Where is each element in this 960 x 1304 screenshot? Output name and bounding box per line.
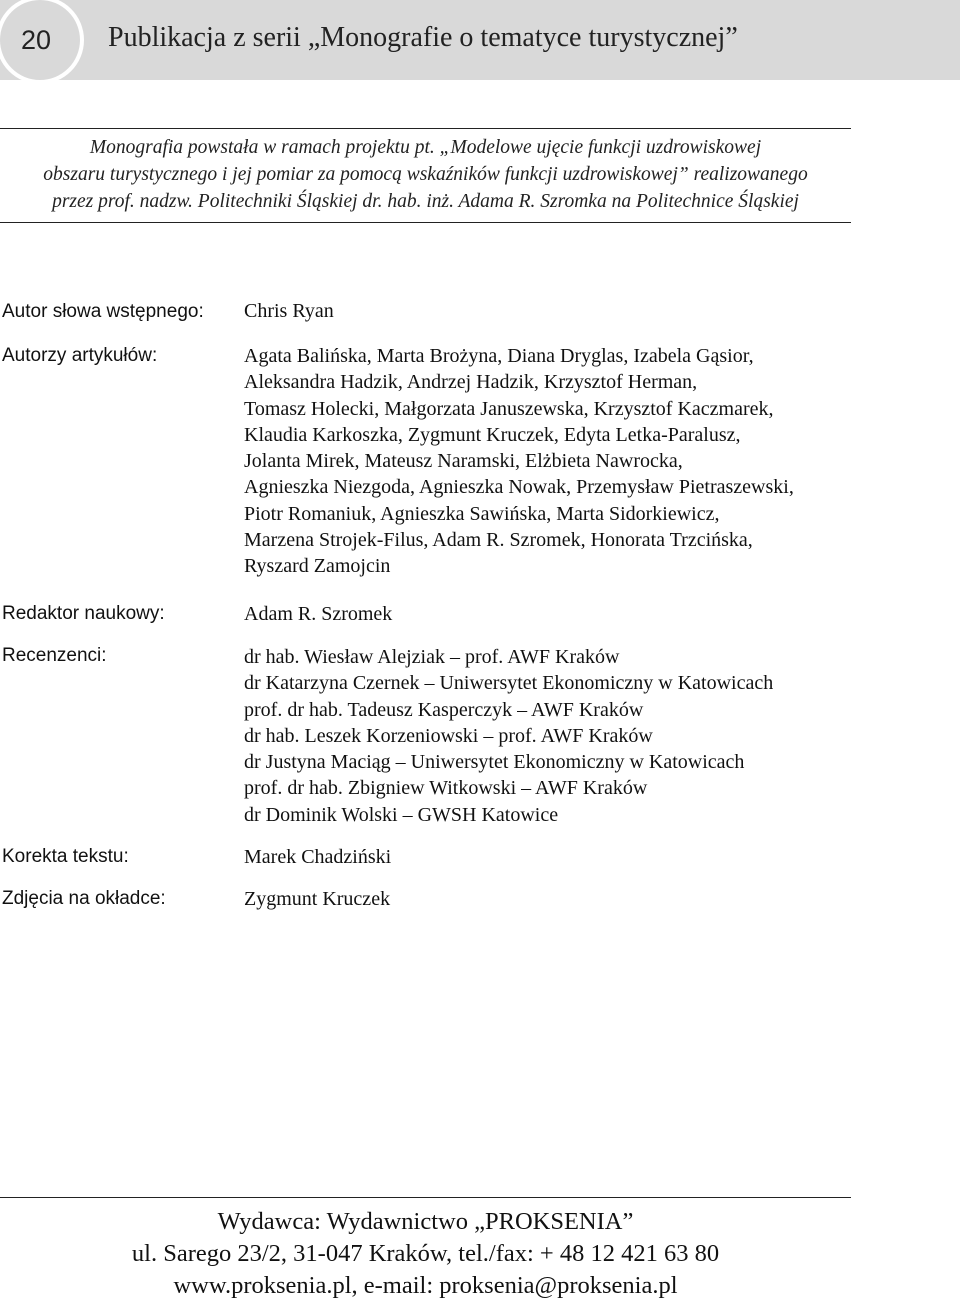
series-title: Publikacja z serii „Monografie o tematyce turystycznej”: [108, 22, 738, 53]
reviewers-label: Recenzenci:: [2, 645, 107, 666]
credit-line: dr Katarzyna Czernek – Uniwersytet Ekonomiczny w Katowicach: [244, 672, 774, 695]
foreword-label: Autor słowa wstępnego:: [2, 301, 204, 322]
credit-line: dr Justyna Maciąg – Uniwersytet Ekonomiczny w Katowicach: [244, 751, 745, 774]
cover-photos-label: Zdjęcia na okładce:: [2, 888, 166, 909]
editor-value: [244, 601, 392, 627]
publisher-rule: [0, 1197, 851, 1198]
credit-line: Ryszard Zamojcin: [244, 555, 391, 578]
page-number: 20: [20, 24, 52, 55]
credit-line: dr hab. Wiesław Alejziak – prof. AWF Kraków: [244, 646, 620, 668]
project-note: [0, 134, 851, 215]
publisher-address: ul. Sarego 23/2, 31-047 Kraków, tel./fax: + 48 12 421 63 80: [131, 1240, 720, 1267]
proofreading-label: Korekta tekstu:: [2, 846, 129, 867]
project-note-line: przez prof. nadzw. Politechniki Śląskiej dr. hab. inż. Adama R. Szromka na Politechnice Śląskiej: [52, 191, 799, 212]
credit-line: Aleksandra Hadzik, Andrzej Hadzik, Krzysztof Herman,: [244, 371, 698, 394]
publisher-name: Wydawca: Wydawnictwo „PROKSENIA”: [217, 1208, 634, 1235]
credit-line: dr hab. Leszek Korzeniowski – prof. AWF Kraków: [244, 724, 653, 747]
credit-line: prof. dr hab. Tadeusz Kasperczyk – AWF Kraków: [244, 698, 644, 721]
credit-line: Klaudia Karkoszka, Zygmunt Kruczek, Edyta Letka-Paralusz,: [244, 423, 741, 446]
credit-line: Marek Chadziński: [244, 846, 392, 868]
credit-line: Adam R. Szromek: [244, 603, 393, 625]
authors-label: Autorzy artykułów:: [2, 345, 158, 366]
credit-line: Agnieszka Niezgoda, Agnieszka Nowak, Przemysław Pietraszewski,: [244, 476, 794, 499]
top-rule: [0, 128, 851, 129]
credit-line: Chris Ryan: [244, 300, 334, 322]
credit-line: Marzena Strojek-Filus, Adam R. Szromek, Honorata Trzcińska,: [244, 529, 753, 552]
credit-line: Piotr Romaniuk, Agnieszka Sawińska, Marta Sidorkiewicz,: [244, 502, 720, 525]
authors-value: [244, 343, 794, 580]
project-note-line: Monografia powstała w ramach projektu pt. „Modelowe ujęcie funkcji uzdrowiskowej: [89, 137, 762, 158]
publisher-info: [0, 1206, 851, 1302]
reviewers-value: [244, 644, 773, 828]
credit-line: Agata Balińska, Marta Brożyna, Diana Dryglas, Izabela Gąsior,: [244, 345, 754, 367]
credit-line: Tomasz Holecki, Małgorzata Januszewska, Krzysztof Kaczmarek,: [244, 397, 774, 420]
credit-line: dr Dominik Wolski – GWSH Katowice: [244, 803, 559, 826]
credit-line: prof. dr hab. Zbigniew Witkowski – AWF Kraków: [244, 777, 648, 800]
cover-photos-value: [244, 886, 390, 912]
proofreading-value: [244, 844, 391, 870]
credit-line: Jolanta Mirek, Mateusz Naramski, Elżbieta Nawrocka,: [244, 450, 683, 473]
credit-line: Zygmunt Kruczek: [244, 888, 391, 910]
editor-label: Redaktor naukowy:: [2, 603, 165, 624]
foreword-value: [244, 298, 334, 324]
project-note-bottom-rule: [0, 222, 851, 223]
page-number-badge: [0, 0, 80, 80]
publisher-web-email: www.proksenia.pl, e-mail: proksenia@proksenia.pl: [173, 1272, 678, 1299]
project-note-line: obszaru turystycznego i jej pomiar za pomocą wskaźników funkcji uzdrowiskowej” realizowanego: [43, 164, 808, 185]
